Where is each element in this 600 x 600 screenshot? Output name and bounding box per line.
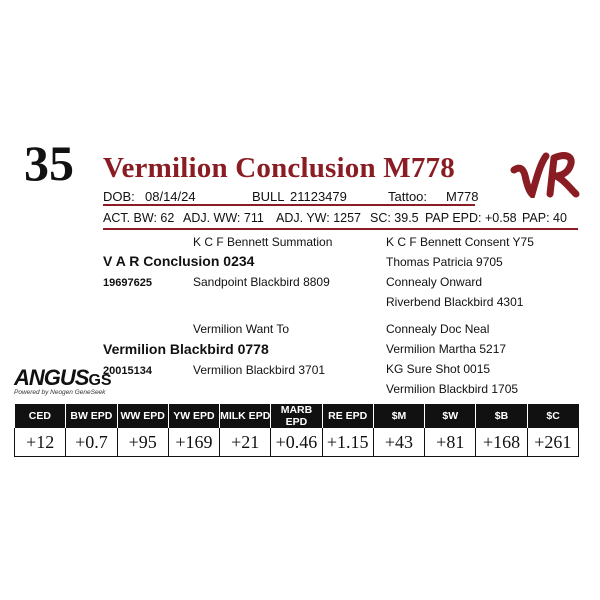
epd-header-b: $B	[476, 404, 527, 428]
dam-sire-sire: Connealy Doc Neal	[386, 322, 490, 336]
sire-dam-sire: Connealy Onward	[386, 275, 483, 289]
epd-value-b: +168	[476, 428, 527, 457]
epd-value-w: +81	[425, 428, 476, 457]
dam-sire-dam: Vermilion Martha 5217	[386, 342, 507, 356]
epd-header-bw: BW EPD	[66, 404, 117, 428]
epd-header-marb: MARB EPD	[271, 404, 322, 428]
reg-label: BULL	[252, 189, 285, 204]
sire-dam: Sandpoint Blackbird 8809	[193, 275, 330, 289]
divider-rule	[103, 204, 475, 206]
dam: Vermilion Blackbird 0778	[103, 341, 269, 357]
epd-header-ww: WW EPD	[117, 404, 168, 428]
epd-header-m: $M	[373, 404, 424, 428]
actual-bw: ACT. BW: 62	[103, 211, 175, 225]
epd-header-milk: MILK EPD	[220, 404, 271, 428]
sire-registration: 19697625	[103, 277, 152, 289]
animal-name: Vermilion Conclusion M778	[103, 152, 455, 184]
pap-score: PAP: 40	[522, 211, 567, 225]
divider-rule	[103, 228, 578, 230]
epd-header-ced: CED	[15, 404, 66, 428]
epd-value-bw: +0.7	[66, 428, 117, 457]
dam-dam-dam: Vermilion Blackbird 1705	[386, 382, 519, 396]
scrotal-circumference: SC: 39.5	[370, 211, 419, 225]
sire: V A R Conclusion 0234	[103, 253, 255, 269]
reg-value: 21123479	[290, 189, 347, 204]
epd-value-row	[15, 428, 579, 457]
dob-label: DOB:	[103, 189, 135, 204]
epd-value-milk: +21	[220, 428, 271, 457]
dam-dam: Vermilion Blackbird 3701	[193, 363, 326, 377]
epd-value-marb: +0.46	[271, 428, 322, 457]
tattoo-label: Tattoo:	[388, 189, 428, 204]
epd-value-ced: +12	[15, 428, 66, 457]
epd-header-c: $C	[527, 404, 578, 428]
pap-epd: PAP EPD: +0.58	[425, 211, 517, 225]
epd-table	[14, 404, 579, 457]
sire-sire: K C F Bennett Summation	[193, 235, 333, 249]
dam-registration: 20015134	[103, 365, 152, 377]
adjusted-ww: ADJ. WW: 711	[183, 211, 264, 225]
epd-header-re: RE EPD	[322, 404, 373, 428]
epd-value-ww: +95	[117, 428, 168, 457]
epd-value-re: +1.15	[322, 428, 373, 457]
sire-sire-dam: Thomas Patricia 9705	[386, 255, 503, 269]
epd-header-yw: YW EPD	[168, 404, 219, 428]
tattoo-value: M778	[446, 189, 479, 204]
dam-dam-sire: KG Sure Shot 0015	[386, 362, 491, 376]
epd-value-c: +261	[527, 428, 578, 457]
dob-value: 08/14/24	[145, 189, 196, 204]
sire-dam-dam: Riverbend Blackbird 4301	[386, 295, 524, 309]
epd-header-w: $W	[425, 404, 476, 428]
epd-value-yw: +169	[168, 428, 219, 457]
adjusted-yw: ADJ. YW: 1257	[276, 211, 361, 225]
angus-logo-tagline: Powered by Neogen GeneSeek	[14, 389, 106, 396]
vr-brand-logo-icon	[510, 150, 580, 198]
dam-sire: Vermilion Want To	[193, 322, 290, 336]
angus-logo-suffix: GS	[88, 372, 112, 389]
epd-header-row	[15, 404, 579, 428]
sire-sire-sire: K C F Bennett Consent Y75	[386, 235, 534, 249]
angus-logo-main: ANGUS	[14, 365, 89, 390]
epd-value-m: +43	[373, 428, 424, 457]
lot-number: 35	[24, 135, 74, 191]
